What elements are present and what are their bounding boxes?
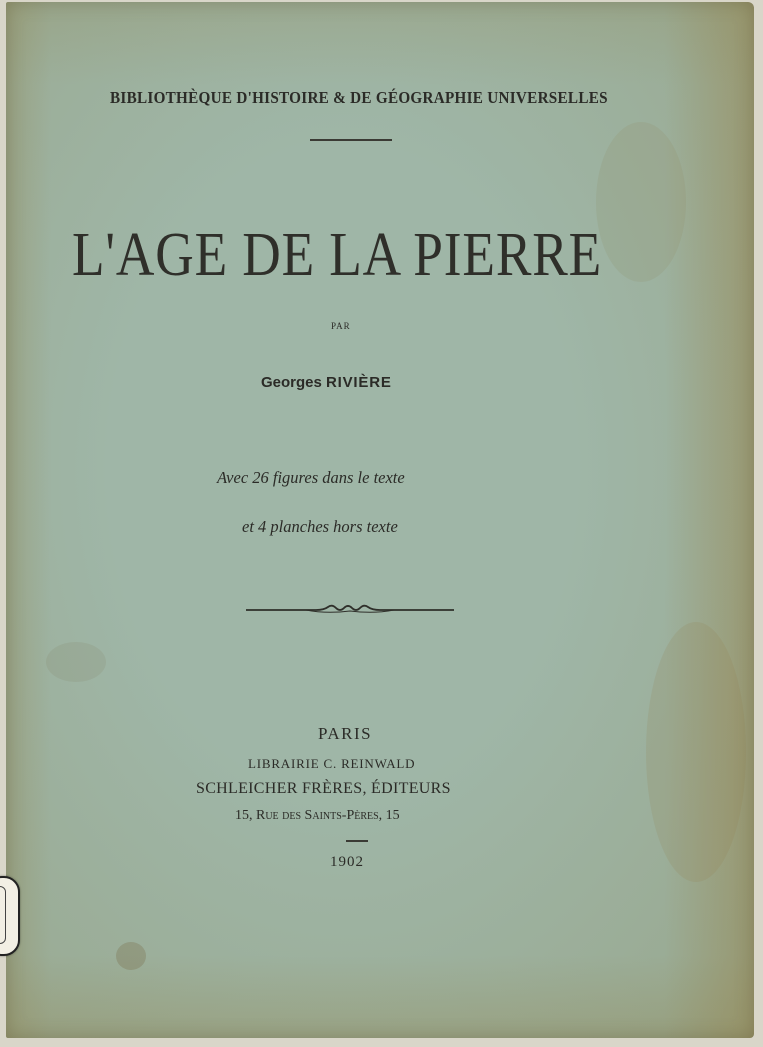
figures-line-2: et 4 planches hors texte	[242, 517, 398, 536]
author-last-name: RIVIÈRE	[326, 374, 392, 391]
book-title: L'AGE DE LA PIERRE	[72, 221, 603, 289]
series-title: BIBLIOTHÈQUE D'HISTOIRE & DE GÉOGRAPHIE UNIVERSELLES	[110, 88, 608, 107]
by-label: PAR	[331, 321, 351, 331]
ornament-divider	[246, 602, 454, 618]
book-cover	[6, 2, 754, 1038]
stain	[46, 642, 106, 682]
stain	[116, 942, 146, 970]
author-first-name: Georges	[261, 374, 322, 391]
divider-rule-small	[346, 840, 368, 842]
publisher-address: 15, Rue des Saints-Pères, 15	[235, 808, 400, 823]
figures-line-1: Avec 26 figures dans le texte	[217, 468, 405, 487]
author-name	[261, 374, 461, 391]
publisher-name: SCHLEICHER FRÈRES, ÉDITEURS	[196, 780, 451, 797]
librairie-name: LIBRAIRIE C. REINWALD	[248, 756, 416, 771]
stain	[646, 622, 746, 882]
stain	[596, 122, 686, 282]
divider-rule	[310, 139, 392, 141]
publication-year: 1902	[330, 854, 364, 870]
library-spine-label	[0, 876, 20, 956]
publication-city: PARIS	[318, 724, 373, 743]
